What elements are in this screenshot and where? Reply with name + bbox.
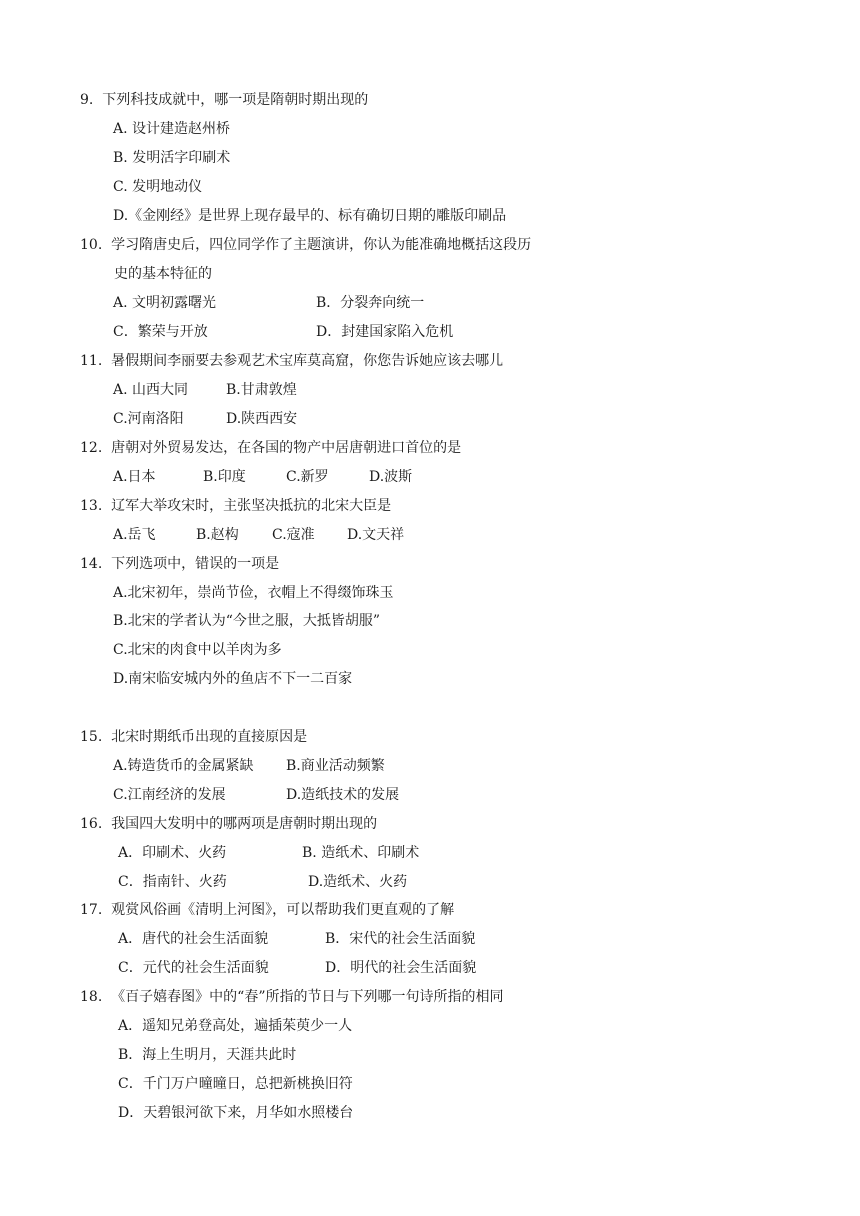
option-11a: A. 山西大同 bbox=[113, 382, 189, 398]
option-15b: B.商业活动频繁 bbox=[286, 758, 385, 774]
option-15d: D.造纸技术的发展 bbox=[286, 787, 400, 803]
option-9d: D.《金刚经》是世界上现存最早的、标有确切日期的雕版印刷品 bbox=[113, 208, 507, 224]
question-stem: 学习隋唐史后，四位同学作了主题演讲，你认为能准确地概括这段历 bbox=[111, 237, 532, 253]
question-13 bbox=[80, 497, 391, 515]
question-number: 12. bbox=[80, 440, 103, 456]
option-9c: C. 发明地动仪 bbox=[113, 179, 203, 195]
question-number: 11. bbox=[80, 353, 103, 369]
option-12a: A.日本 bbox=[113, 469, 156, 485]
question-stem: 下列选项中，错误的一项是 bbox=[111, 556, 280, 572]
option-16d: D.造纸术、火药 bbox=[308, 874, 408, 890]
question-stem: 《百子嬉春图》中的“春”所指的节日与下列哪一句诗所指的相同 bbox=[111, 989, 504, 1005]
option-18b: B．海上生明月，天涯共此时 bbox=[118, 1047, 297, 1063]
question-9 bbox=[80, 91, 368, 109]
question-stem: 我国四大发明中的哪两项是唐朝时期出现的 bbox=[111, 816, 378, 832]
question-stem: 北宋时期纸币出现的直接原因是 bbox=[111, 729, 308, 745]
question-number: 18. bbox=[80, 989, 103, 1005]
option-9b: B. 发明活字印刷术 bbox=[113, 150, 231, 166]
question-number: 16. bbox=[80, 816, 103, 832]
option-11d: D.陕西西安 bbox=[226, 411, 298, 427]
question-number: 15. bbox=[80, 729, 103, 745]
option-13b: B.赵构 bbox=[196, 527, 239, 543]
option-13a: A.岳飞 bbox=[113, 527, 156, 543]
question-17 bbox=[80, 901, 454, 919]
option-10c: C．繁荣与开放 bbox=[113, 324, 208, 340]
question-stem: 暑假期间李丽要去参观艺术宝库莫高窟，你您告诉她应该去哪儿 bbox=[111, 353, 504, 369]
option-14a: A.北宋初年，崇尚节俭，衣帽上不得缀饰珠玉 bbox=[113, 585, 394, 601]
option-12b: B.印度 bbox=[203, 469, 246, 485]
question-10-stem-continued: 史的基本特征的 bbox=[114, 266, 212, 282]
question-18 bbox=[80, 988, 504, 1006]
option-16a: A．印刷术、火药 bbox=[118, 845, 227, 861]
question-14 bbox=[80, 555, 279, 573]
option-12d: D.波斯 bbox=[369, 469, 413, 485]
option-16c: C．指南针、火药 bbox=[118, 874, 227, 890]
option-11b: B.甘肃敦煌 bbox=[226, 382, 297, 398]
question-number: 17. bbox=[80, 902, 103, 918]
option-18a: A．遥知兄弟登高处，遍插茱萸少一人 bbox=[118, 1018, 353, 1034]
question-16 bbox=[80, 815, 377, 833]
option-13c: C.寇准 bbox=[272, 527, 315, 543]
option-14b: B.北宋的学者认为“今世之服，大抵皆胡服” bbox=[113, 613, 381, 629]
option-18c: C．千门万户曈曈日，总把新桃换旧符 bbox=[118, 1076, 353, 1092]
question-10 bbox=[80, 236, 531, 254]
question-stem: 下列科技成就中，哪一项是隋朝时期出现的 bbox=[102, 92, 369, 108]
question-stem: 辽军大举攻宋时，主张坚决抵抗的北宋大臣是 bbox=[111, 498, 392, 514]
question-number: 14. bbox=[80, 556, 103, 572]
option-10d: D．封建国家陷入危机 bbox=[316, 324, 454, 340]
option-9a: A. 设计建造赵州桥 bbox=[113, 121, 231, 137]
question-11 bbox=[80, 352, 503, 370]
option-10a: A. 文明初露曙光 bbox=[113, 295, 217, 311]
option-17b: B．宋代的社会生活面貌 bbox=[325, 931, 476, 947]
question-number: 9. bbox=[80, 92, 94, 108]
option-14d: D.南宋临安城内外的鱼店不下一二百家 bbox=[113, 671, 353, 687]
option-12c: C.新罗 bbox=[286, 469, 329, 485]
option-17c: C．元代的社会生活面貌 bbox=[118, 960, 269, 976]
question-stem: 唐朝对外贸易发达，在各国的物产中居唐朝进口首位的是 bbox=[111, 440, 462, 456]
question-12 bbox=[80, 439, 461, 457]
option-10b: B．分裂奔向统一 bbox=[316, 295, 425, 311]
option-18d: D．天碧银河欲下来，月华如水照楼台 bbox=[118, 1105, 354, 1121]
question-number: 10. bbox=[80, 237, 103, 253]
option-14c: C.北宋的肉食中以羊肉为多 bbox=[113, 642, 282, 658]
question-15 bbox=[80, 728, 307, 746]
question-stem: 观赏风俗画《清明上河图》，可以帮助我们更直观的了解 bbox=[111, 902, 455, 918]
option-13d: D.文天祥 bbox=[347, 527, 405, 543]
question-number: 13. bbox=[80, 498, 103, 514]
option-15a: A.铸造货币的金属紧缺 bbox=[113, 758, 254, 774]
option-16b: B. 造纸术、印刷术 bbox=[302, 845, 420, 861]
option-11c: C.河南洛阳 bbox=[113, 411, 184, 427]
option-17a: A．唐代的社会生活面貌 bbox=[118, 931, 269, 947]
option-17d: D．明代的社会生活面貌 bbox=[325, 960, 477, 976]
option-15c: C.江南经济的发展 bbox=[113, 787, 226, 803]
